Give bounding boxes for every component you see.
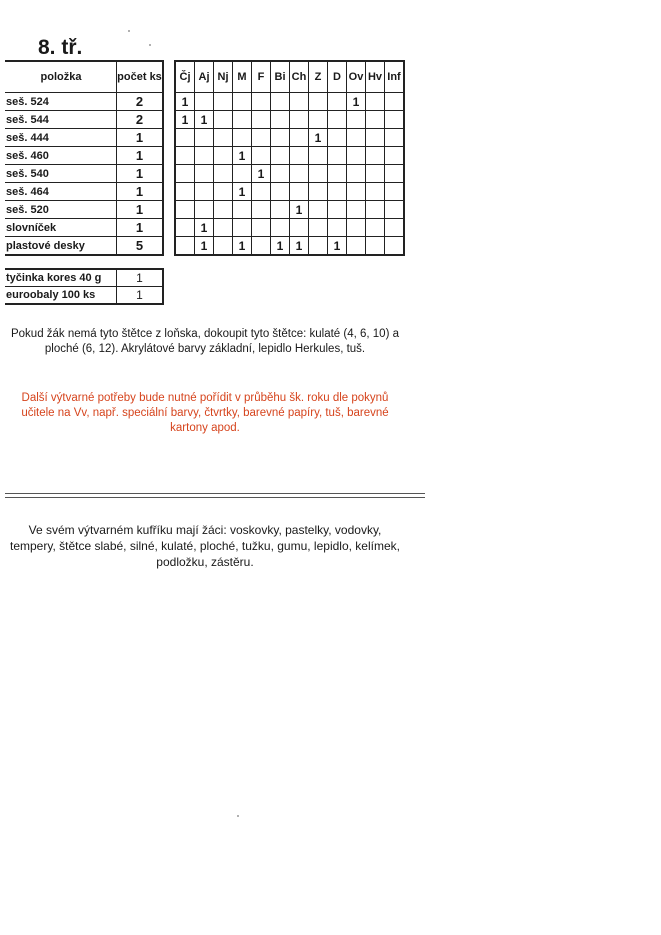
subject-mark bbox=[290, 183, 309, 201]
subject-mark bbox=[347, 219, 366, 237]
item-name: plastové desky bbox=[5, 237, 117, 256]
subject-mark bbox=[385, 183, 405, 201]
subject-mark bbox=[214, 201, 233, 219]
subject-mark bbox=[309, 219, 328, 237]
item-name: seš. 540 bbox=[5, 165, 117, 183]
subject-mark: 1 bbox=[290, 237, 309, 256]
table-row bbox=[5, 111, 404, 129]
subject-mark bbox=[347, 165, 366, 183]
subject-mark bbox=[309, 201, 328, 219]
scan-speck bbox=[128, 30, 130, 32]
subject-mark bbox=[214, 183, 233, 201]
table-row bbox=[5, 287, 163, 305]
subject-mark bbox=[233, 93, 252, 111]
subject-mark bbox=[328, 129, 347, 147]
subject-mark bbox=[195, 183, 214, 201]
column-gap bbox=[163, 111, 175, 129]
subject-mark bbox=[214, 147, 233, 165]
table-row bbox=[5, 129, 404, 147]
item-count: 2 bbox=[117, 111, 164, 129]
table-row bbox=[5, 201, 404, 219]
column-gap bbox=[163, 219, 175, 237]
subject-mark bbox=[366, 219, 385, 237]
item-name: seš. 544 bbox=[5, 111, 117, 129]
subject-mark bbox=[385, 219, 405, 237]
item-count: 1 bbox=[117, 219, 164, 237]
subject-mark bbox=[347, 147, 366, 165]
subject-mark bbox=[214, 165, 233, 183]
item-count: 2 bbox=[117, 93, 164, 111]
scan-speck bbox=[149, 44, 151, 46]
divider-line bbox=[5, 493, 425, 494]
subject-mark: 1 bbox=[233, 147, 252, 165]
art-supplies-note: Další výtvarné potřeby bude nutné pořídit v průběhu šk. roku dle pokynů učitele na Vv, např. speciální barvy, čtvrtky, barevné papíry, tuš, barevné kartony apod. bbox=[21, 392, 389, 434]
subject-mark: 1 bbox=[233, 237, 252, 256]
subject-mark bbox=[347, 201, 366, 219]
subject-header: Bi bbox=[271, 61, 290, 93]
subject-mark bbox=[290, 219, 309, 237]
subject-mark bbox=[214, 129, 233, 147]
subject-mark: 1 bbox=[290, 201, 309, 219]
subject-mark bbox=[366, 147, 385, 165]
header-count: počet ks bbox=[117, 61, 164, 93]
table-row bbox=[5, 147, 404, 165]
subject-mark bbox=[252, 237, 271, 256]
subject-mark bbox=[175, 237, 195, 256]
subject-mark bbox=[175, 165, 195, 183]
subject-mark bbox=[366, 201, 385, 219]
subject-mark bbox=[385, 111, 405, 129]
item-count: 5 bbox=[117, 237, 164, 256]
item-name: seš. 444 bbox=[5, 129, 117, 147]
subject-mark bbox=[347, 237, 366, 256]
subject-mark bbox=[175, 183, 195, 201]
subject-header: F bbox=[252, 61, 271, 93]
subject-mark bbox=[309, 165, 328, 183]
subject-mark bbox=[233, 201, 252, 219]
subject-mark bbox=[328, 93, 347, 111]
subject-mark bbox=[195, 165, 214, 183]
subject-mark: 1 bbox=[328, 237, 347, 256]
subject-mark bbox=[309, 237, 328, 256]
art-case-note: Ve svém výtvarném kufříku mají žáci: voskovky, pastelky, vodovky, tempery, štětce slabé, silné, kulaté, ploché, tužku, gumu, lepidlo, kelímek, podložku, zástěru. bbox=[10, 523, 400, 569]
divider-line bbox=[5, 497, 425, 498]
subject-header: Z bbox=[309, 61, 328, 93]
subject-mark bbox=[271, 129, 290, 147]
item-name: seš. 460 bbox=[5, 147, 117, 165]
column-gap bbox=[163, 61, 175, 93]
subject-mark: 1 bbox=[195, 237, 214, 256]
subject-mark bbox=[328, 165, 347, 183]
supplies-table-body bbox=[5, 61, 404, 255]
table-row bbox=[5, 165, 404, 183]
item-count: 1 bbox=[117, 129, 164, 147]
extra-item-count: 1 bbox=[117, 287, 164, 305]
subject-mark: 1 bbox=[309, 129, 328, 147]
subject-mark bbox=[347, 183, 366, 201]
column-gap bbox=[163, 93, 175, 111]
subject-mark: 1 bbox=[271, 237, 290, 256]
subject-mark bbox=[233, 219, 252, 237]
table-row bbox=[5, 183, 404, 201]
brushes-note: Pokud žák nemá tyto štětce z loňska, dokoupit tyto štětce: kulaté (4, 6, 10) a ploché (6, 12). Akrylátové barvy základní, lepidlo Herkules, tuš. bbox=[10, 328, 399, 355]
item-name: seš. 524 bbox=[5, 93, 117, 111]
subject-mark bbox=[175, 201, 195, 219]
subject-header: Aj bbox=[195, 61, 214, 93]
subject-mark bbox=[252, 201, 271, 219]
subject-mark bbox=[195, 93, 214, 111]
scan-speck bbox=[237, 815, 239, 817]
subject-mark bbox=[195, 201, 214, 219]
subject-mark bbox=[290, 165, 309, 183]
subject-header: Inf bbox=[385, 61, 405, 93]
column-gap bbox=[163, 165, 175, 183]
subject-mark bbox=[252, 111, 271, 129]
page-title: 8. tř. bbox=[38, 36, 83, 59]
subject-mark bbox=[252, 129, 271, 147]
subject-mark bbox=[385, 201, 405, 219]
subject-mark bbox=[271, 183, 290, 201]
subject-mark bbox=[195, 147, 214, 165]
subject-mark bbox=[233, 165, 252, 183]
subject-mark bbox=[175, 147, 195, 165]
subject-mark bbox=[214, 219, 233, 237]
item-name: seš. 520 bbox=[5, 201, 117, 219]
subject-mark bbox=[290, 129, 309, 147]
subject-mark bbox=[385, 147, 405, 165]
column-gap bbox=[163, 201, 175, 219]
subject-mark: 1 bbox=[347, 93, 366, 111]
subject-header: Hv bbox=[366, 61, 385, 93]
item-count: 1 bbox=[117, 183, 164, 201]
subject-mark bbox=[385, 165, 405, 183]
subject-mark bbox=[309, 93, 328, 111]
item-name: slovníček bbox=[5, 219, 117, 237]
subject-mark bbox=[309, 111, 328, 129]
subject-mark bbox=[347, 111, 366, 129]
subject-mark bbox=[252, 183, 271, 201]
subject-mark bbox=[309, 183, 328, 201]
subject-mark bbox=[366, 93, 385, 111]
subject-header: Ch bbox=[290, 61, 309, 93]
subject-header: Čj bbox=[175, 61, 195, 93]
subject-mark bbox=[175, 219, 195, 237]
supplies-table bbox=[5, 60, 405, 256]
subject-mark bbox=[214, 93, 233, 111]
subject-mark bbox=[175, 129, 195, 147]
subject-mark: 1 bbox=[252, 165, 271, 183]
subject-mark bbox=[271, 93, 290, 111]
extra-items-table bbox=[5, 268, 164, 305]
item-count: 1 bbox=[117, 165, 164, 183]
subject-mark bbox=[290, 147, 309, 165]
column-gap bbox=[163, 147, 175, 165]
subject-mark: 1 bbox=[175, 93, 195, 111]
column-gap bbox=[163, 183, 175, 201]
subject-header: Ov bbox=[347, 61, 366, 93]
subject-mark bbox=[252, 93, 271, 111]
item-count: 1 bbox=[117, 201, 164, 219]
subject-mark bbox=[271, 201, 290, 219]
subject-mark bbox=[309, 147, 328, 165]
subject-mark bbox=[195, 129, 214, 147]
column-gap bbox=[163, 237, 175, 256]
subject-mark: 1 bbox=[195, 111, 214, 129]
subject-mark: 1 bbox=[175, 111, 195, 129]
subject-mark bbox=[271, 147, 290, 165]
column-gap bbox=[163, 129, 175, 147]
subject-mark bbox=[328, 183, 347, 201]
subject-mark bbox=[385, 237, 405, 256]
table-header-row bbox=[5, 61, 404, 93]
subject-mark bbox=[385, 93, 405, 111]
table-row bbox=[5, 219, 404, 237]
subject-mark bbox=[328, 111, 347, 129]
subject-mark bbox=[385, 129, 405, 147]
subject-mark bbox=[233, 111, 252, 129]
subject-mark bbox=[366, 237, 385, 256]
subject-mark bbox=[328, 219, 347, 237]
subject-mark bbox=[271, 219, 290, 237]
item-name: seš. 464 bbox=[5, 183, 117, 201]
subject-mark bbox=[214, 237, 233, 256]
subject-mark bbox=[252, 147, 271, 165]
subject-mark bbox=[366, 129, 385, 147]
table-row bbox=[5, 237, 404, 256]
subject-mark bbox=[214, 111, 233, 129]
subject-mark bbox=[347, 129, 366, 147]
subject-mark bbox=[366, 165, 385, 183]
header-item: položka bbox=[5, 61, 117, 93]
extra-item-count: 1 bbox=[117, 269, 164, 287]
subject-header: D bbox=[328, 61, 347, 93]
item-count: 1 bbox=[117, 147, 164, 165]
subject-mark bbox=[271, 165, 290, 183]
subject-mark bbox=[252, 219, 271, 237]
subject-header: M bbox=[233, 61, 252, 93]
table-row bbox=[5, 269, 163, 287]
extra-item-name: tyčinka kores 40 g bbox=[5, 269, 117, 287]
subject-mark: 1 bbox=[233, 183, 252, 201]
subject-mark bbox=[366, 111, 385, 129]
subject-mark bbox=[328, 147, 347, 165]
subject-mark: 1 bbox=[195, 219, 214, 237]
subject-mark bbox=[328, 201, 347, 219]
subject-mark bbox=[290, 111, 309, 129]
table-row bbox=[5, 93, 404, 111]
subject-mark bbox=[233, 129, 252, 147]
subject-mark bbox=[366, 183, 385, 201]
extra-item-name: euroobaly 100 ks bbox=[5, 287, 117, 305]
subject-mark bbox=[290, 93, 309, 111]
subject-header: Nj bbox=[214, 61, 233, 93]
subject-mark bbox=[271, 111, 290, 129]
